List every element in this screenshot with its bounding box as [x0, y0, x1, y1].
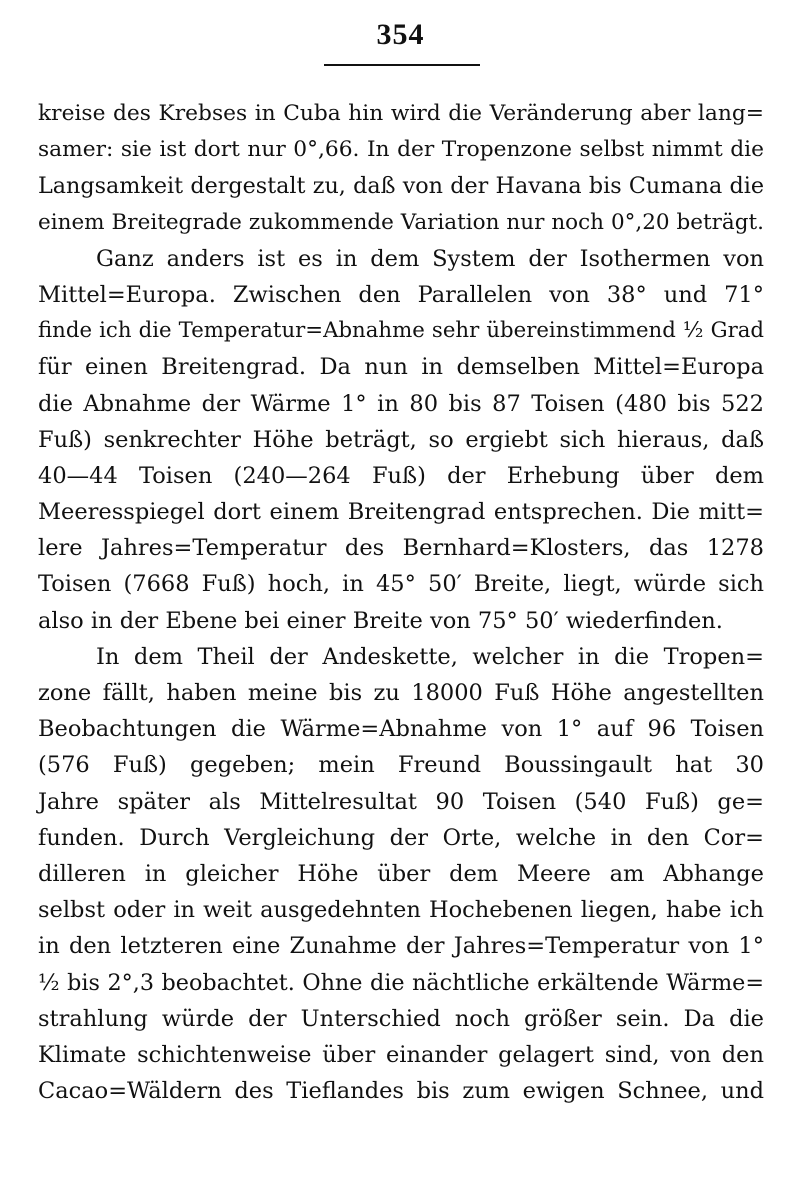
text-line: Mittel=Europa. Zwischen den Parallelen von 38° und 71° — [38, 281, 764, 308]
text-line: lere Jahres=Temperatur des Bernhard=Klosters, das 1278 — [38, 535, 764, 562]
text-line: zone fällt, haben meine bis zu 18000 Fuß Höhe angestellten — [38, 680, 764, 706]
text-line: kreise des Krebses in Cuba hin wird die Veränderung aber lang= — [38, 101, 764, 126]
text-line: selbst oder in weit ausgedehnten Hochebenen liegen, habe ich — [38, 897, 764, 924]
text-line: einem Breitegrade zukommende Variation nur noch 0°,20 beträgt. — [38, 209, 764, 235]
text-line: die Abnahme der Wärme 1° in 80 bis 87 Toisen (480 bis 522 — [38, 390, 764, 417]
text-line: strahlung würde der Unterschied noch größer sein. Da die — [38, 1005, 764, 1032]
text-line: dilleren in gleicher Höhe über dem Meere am Abhange — [38, 860, 764, 887]
text-line: Meeresspiegel dort einem Breitengrad entsprechen. Die mitt= — [38, 499, 764, 526]
text-line: 40—44 Toisen (240—264 Fuß) der Erhebung über dem — [38, 462, 764, 489]
text-line: Jahre später als Mittelresultat 90 Toisen (540 Fuß) ge= — [38, 788, 764, 815]
text-line: funden. Durch Vergleichung der Orte, welche in den Cor= — [38, 824, 764, 851]
text-line: also in der Ebene bei einer Breite von 75° 50′ wiederfinden. — [38, 607, 723, 634]
text-line: Ganz anders ist es in dem System der Isothermen von — [96, 245, 764, 272]
text-line: Cacao=Wäldern des Tieflandes bis zum ewigen Schnee, und — [38, 1078, 764, 1105]
text-line: In dem Theil der Andeskette, welcher in die Tropen= — [96, 643, 764, 670]
text-line: ½ bis 2°,3 beobachtet. Ohne die nächtliche erkältende Wärme= — [38, 969, 764, 996]
text-line: finde ich die Temperatur=Abnahme sehr übereinstimmend ½ Grad — [38, 318, 764, 344]
text-line: Klimate schichtenweise über einander gelagert sind, von den — [38, 1041, 764, 1068]
page-number: 354 — [376, 18, 425, 51]
text-line: Toisen (7668 Fuß) hoch, in 45° 50′ Breite, liegt, würde sich — [38, 571, 764, 598]
text-line: Langsamkeit dergestalt zu, daß von der Havana bis Cumana die — [38, 173, 764, 200]
text-line: Fuß) senkrechter Höhe beträgt, so ergiebt sich hieraus, daß — [38, 426, 764, 453]
header-rule — [324, 64, 480, 66]
body-text — [38, 96, 764, 1109]
text-line: samer: sie ist dort nur 0°,66. In der Tropenzone selbst nimmt die — [38, 137, 764, 163]
text-line: in den letzteren eine Zunahme der Jahres=Temperatur von 1° — [38, 933, 764, 960]
text-line: für einen Breitengrad. Da nun in demselben Mittel=Europa — [38, 354, 764, 381]
text-line: (576 Fuß) gegeben; mein Freund Boussingault hat 30 — [38, 752, 764, 779]
text-line: Beobachtungen die Wärme=Abnahme von 1° auf 96 Toisen — [38, 716, 764, 743]
